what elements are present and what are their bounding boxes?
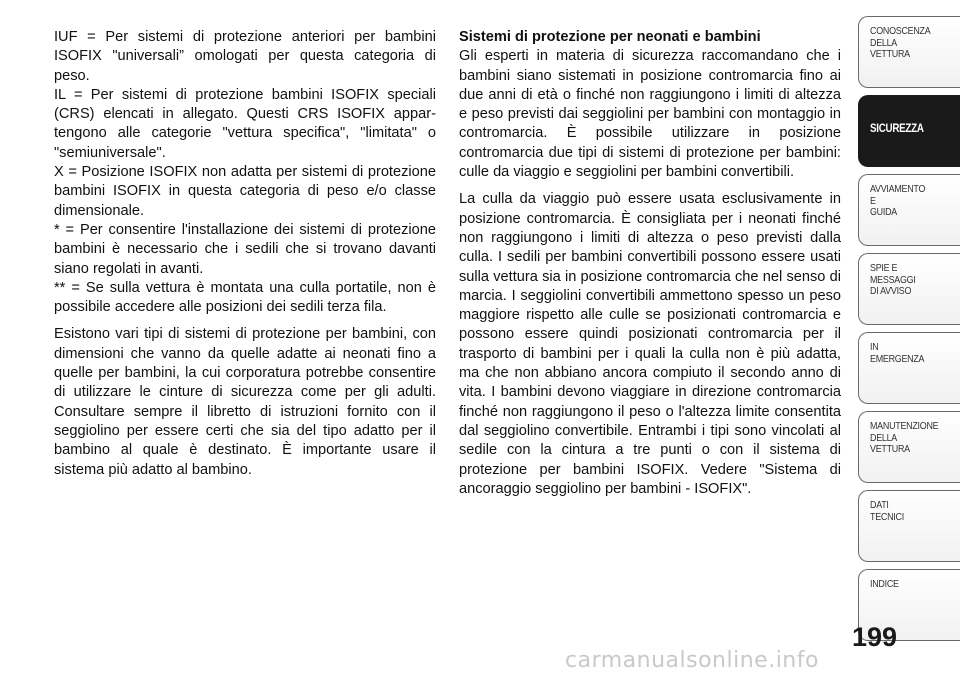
- tab-dati-tecnici[interactable]: [858, 490, 960, 562]
- tab-label: INDICE: [870, 578, 899, 590]
- definition-x: X = Posizione ISOFIX non adatta per sistemi di protezione bambini ISOFIX in questa categoria di peso e/o classe dimensionale.: [54, 164, 436, 219]
- tab-label: DATI TECNICI: [870, 499, 904, 523]
- tab-manutenzione[interactable]: [858, 411, 960, 483]
- definition-il: IL = Per sistemi di protezione bambini ISOFIX speciali (CRS) elencati in allegato. Questi CRS ISOFIX appartengono alle categorie "vettura specifica", "limitata" o "semiuniversale".: [54, 86, 436, 161]
- tab-sicurezza[interactable]: [858, 95, 960, 167]
- section-heading: Sistemi di protezione per neonati e bambini: [459, 29, 761, 45]
- tab-label: MANUTENZIONE DELLA VETTURA: [870, 420, 939, 455]
- left-column: [54, 28, 436, 488]
- body-paragraph: Esistono vari tipi di sistemi di protezione per bambini, con dimensioni che vanno da quelle adatte ai neonati fino a quelle per bambini, la cui corporatura potrebbe consentire di utilizzare le cinture di sicurezza come per gli adulti. Consultare sempre il libretto di istruzioni fornito con il seggiolino per essere certi che sia del tipo adatto per il bambino al quale è destinato. È importante usare il sistema più adatto al bambino.: [54, 326, 436, 478]
- footnote-asterisk: * = Per consentire l'installazione dei sistemi di protezione bambini è necessario che i sedili che si trovano davanti siano regolati in avanti.: [54, 221, 436, 277]
- tab-avviamento-e-guida[interactable]: [858, 174, 960, 246]
- body-paragraph: La culla da viaggio può essere usata esclusivamente in posizione contromarcia. È consigliata per i neonati finché non raggiungono i limiti di altezza o peso previsti dalla culla. I sedili per bambini convertibili possono essere usati sulla vettura sia in posizione contromarcia che nel senso di marcia. I seggiolini convertibili ammettono spesso un peso maggiore rispetto alle culle se posizionati contromarcia e possono essere quindi posizionati contromarcia per il trasporto di bambini per i quali la culla non è più adatta, ma che non abbiano ancora compiuto il secondo anno di vita. I bambini devono viaggiare in direzione contromarcia finché non raggiungono il peso o l'altezza limite consentita dal seggiolino convertibile. Entrambi i tipi sono vincolati al sedile con la cintura a tre punti o con il sistema di protezione per bambini ISOFIX. Vedere "Sistema di ancoraggio seggiolino per bambini - ISOFIX".: [459, 191, 841, 497]
- watermark: carmanualsonline.info: [565, 648, 819, 673]
- tab-conoscenza-della-vettura[interactable]: [858, 16, 960, 88]
- tab-label: CONOSCENZA DELLA VETTURA: [870, 25, 931, 60]
- body-paragraph: Gli esperti in materia di sicurezza raccomandano che i bambini siano sistemati in posizione contromarcia fino ai due anni di età o finché non raggiungono i limiti di altezza e peso previsti dai seggiolini per bambini con montaggio in contromarcia. È possibile utilizzare in posizione contromarcia due tipi di sistemi di protezione per bambini: culle da viaggio e seggiolini per bambini convertibili.: [459, 48, 841, 181]
- definition-iuf: IUF = Per sistemi di protezione anteriori per bambini ISOFIX "universali” omologati per questa categoria di peso.: [54, 29, 436, 84]
- tab-label: IN EMERGENZA: [870, 341, 925, 365]
- tab-in-emergenza[interactable]: [858, 332, 960, 404]
- tab-label: SICUREZZA: [870, 123, 924, 135]
- tab-label: AVVIAMENTO E GUIDA: [870, 183, 926, 218]
- footnote-double-asterisk: ** = Se sulla vettura è montata una culla portatile, non è possibile accedere alle posizioni dei sedili terza fila.: [54, 279, 436, 316]
- tab-spie-e-messaggi[interactable]: [858, 253, 960, 325]
- page-number: 199: [852, 622, 898, 652]
- right-column: [459, 28, 841, 507]
- tab-label: SPIE E MESSAGGI DI AVVISO: [870, 262, 916, 297]
- chapter-tabs: [858, 16, 960, 648]
